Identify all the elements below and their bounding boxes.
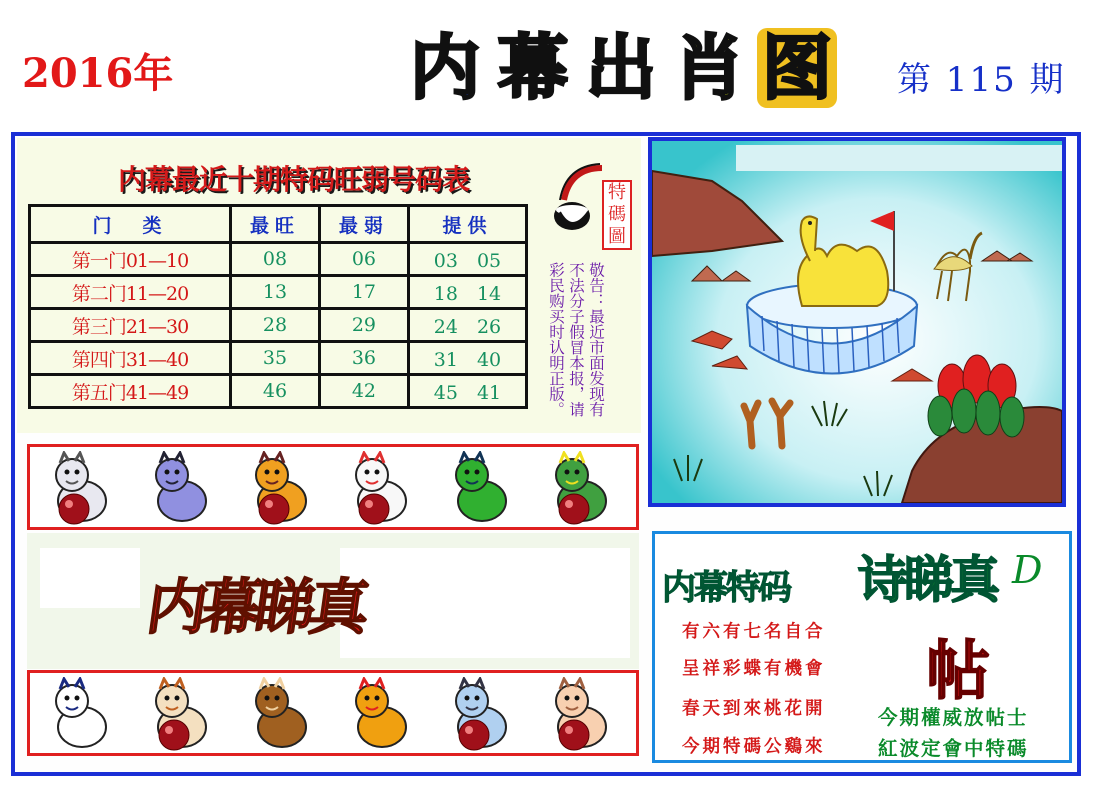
snake-icon	[538, 451, 620, 527]
issue-number: 第 115 期	[897, 60, 1066, 100]
special-code-badge	[550, 160, 632, 256]
door-cell: 第一门01—10	[30, 243, 231, 276]
max-cell: 08	[231, 243, 320, 276]
poem-side-line: 紅波定會中特碼	[878, 737, 1029, 760]
header-provide: 提供	[408, 206, 526, 243]
header-min: 最弱	[319, 206, 408, 243]
poem-tie-char: 帖	[926, 635, 990, 709]
dragon-icon	[438, 451, 520, 527]
provide-cell: 24 26	[408, 309, 526, 342]
poem-side-line: 今期權威放帖士	[878, 706, 1029, 729]
provide-cell: 03 05	[408, 243, 526, 276]
middle-title: 内幕睇真	[142, 573, 369, 643]
logo-char-4: 肖	[674, 27, 744, 109]
table-header-row	[30, 206, 527, 243]
header-max: 最旺	[231, 206, 320, 243]
notice-text: 敬告：最近市面发现有不法分子假冒本报，请彩民购买时认明正版。	[547, 262, 605, 417]
header-door: 门 类	[30, 206, 231, 243]
poem-line: 今期特碼公鷄來	[682, 737, 826, 757]
max-cell: 46	[231, 375, 320, 408]
min-cell: 29	[319, 309, 408, 342]
door-cell: 第三门21—30	[30, 309, 231, 342]
table-row	[30, 375, 527, 408]
poem-line: 呈祥彩蝶有機會	[682, 659, 826, 679]
monkey-icon	[238, 677, 320, 753]
min-cell: 36	[319, 342, 408, 375]
dog-icon	[438, 677, 520, 753]
badge-text: 特碼圖	[602, 180, 632, 250]
logo-char-1: 内	[410, 27, 480, 109]
table-row	[30, 309, 527, 342]
min-cell: 17	[319, 276, 408, 309]
poem-line: 春天到來桃花開	[682, 699, 826, 719]
provide-cell: 18 14	[408, 276, 526, 309]
poem-title: 内幕特码	[662, 568, 790, 608]
puzzle-picture	[648, 137, 1066, 507]
tiger-icon	[238, 451, 320, 527]
rooster-icon	[338, 677, 420, 753]
logo-char-2: 幕	[498, 27, 568, 109]
zodiac-row-top	[27, 444, 639, 530]
year-label: 2016年	[22, 50, 174, 97]
provide-cell: 45 41	[408, 375, 526, 408]
poem-line: 有六有七名自合	[682, 622, 826, 642]
rabbit-icon	[338, 451, 420, 527]
max-cell: 13	[231, 276, 320, 309]
goat-icon	[138, 677, 220, 753]
max-cell: 35	[231, 342, 320, 375]
table-row	[30, 276, 527, 309]
horse-icon	[38, 677, 120, 753]
min-cell: 06	[319, 243, 408, 276]
logo-title	[405, 28, 845, 110]
door-cell: 第五门41—49	[30, 375, 231, 408]
table-row	[30, 243, 527, 276]
zodiac-row-bottom	[27, 670, 639, 756]
camel-scene-illustration	[652, 141, 1062, 503]
pipe-icon	[550, 160, 606, 256]
logo-char-5: 图	[757, 28, 837, 108]
provide-cell: 31 40	[408, 342, 526, 375]
hot-cold-table	[28, 204, 528, 409]
door-cell: 第四门31—40	[30, 342, 231, 375]
table-title: 内幕最近十期特码旺弱号码表	[118, 163, 470, 196]
middle-block	[340, 548, 630, 658]
rat-icon	[38, 451, 120, 527]
ox-icon	[138, 451, 220, 527]
logo-char-3: 出	[586, 27, 656, 109]
max-cell: 28	[231, 309, 320, 342]
door-cell: 第二门11—20	[30, 276, 231, 309]
poem-title-big: 诗睇真	[858, 551, 996, 609]
min-cell: 42	[319, 375, 408, 408]
table-row	[30, 342, 527, 375]
poem-deco: D	[1012, 548, 1043, 592]
middle-block	[40, 548, 140, 608]
pig-icon	[538, 677, 620, 753]
